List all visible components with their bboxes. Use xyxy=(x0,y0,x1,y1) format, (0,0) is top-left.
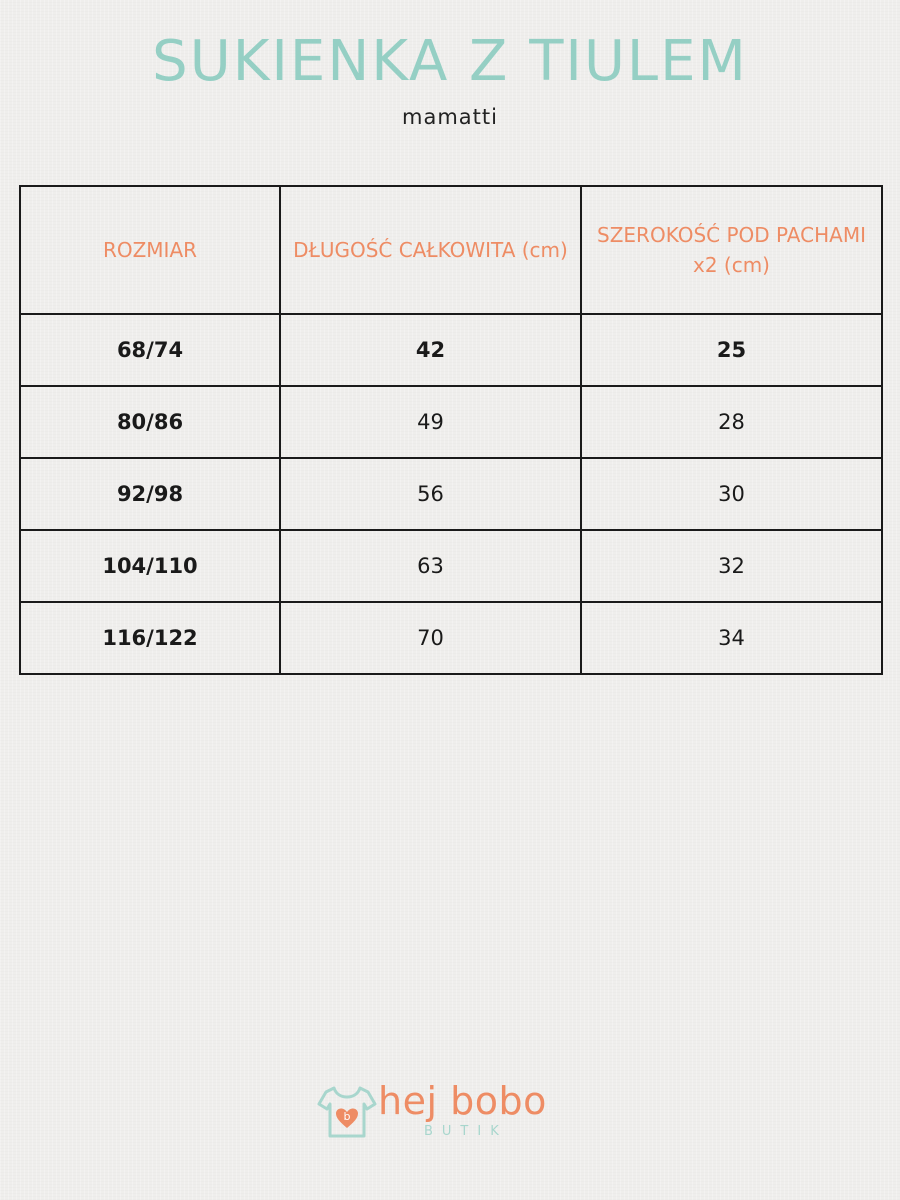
width-cell: 25 xyxy=(581,314,882,386)
width-cell: 32 xyxy=(581,530,882,602)
width-cell: 34 xyxy=(581,602,882,674)
tshirt-heart-icon xyxy=(316,1080,378,1142)
page-title: SUKIENKA Z TIULEM xyxy=(152,29,748,94)
length-cell: 70 xyxy=(280,602,581,674)
column-header-width: SZEROKOŚĆ POD PACHAMI x2 (cm) xyxy=(581,186,882,314)
logo-subtitle: BUTIK xyxy=(424,1124,508,1139)
length-cell: 63 xyxy=(280,530,581,602)
column-header-size: ROZMIAR xyxy=(20,186,280,314)
logo-icon-letter: b xyxy=(343,1110,351,1123)
table-row xyxy=(20,602,882,674)
size-cell: 80/86 xyxy=(20,386,280,458)
length-cell: 42 xyxy=(280,314,581,386)
size-table xyxy=(19,185,883,675)
width-cell: 30 xyxy=(581,458,882,530)
width-cell: 28 xyxy=(581,386,882,458)
table-header-row xyxy=(20,186,882,314)
size-cell: 92/98 xyxy=(20,458,280,530)
size-cell: 68/74 xyxy=(20,314,280,386)
table-row xyxy=(20,458,882,530)
brand-name: mamatti xyxy=(402,105,498,129)
table-row xyxy=(20,386,882,458)
size-cell: 116/122 xyxy=(20,602,280,674)
size-cell: 104/110 xyxy=(20,530,280,602)
store-logo xyxy=(316,1078,576,1148)
length-cell: 56 xyxy=(280,458,581,530)
table-row xyxy=(20,314,882,386)
logo-name: hej bobo xyxy=(378,1079,547,1123)
table-row xyxy=(20,530,882,602)
column-header-length: DŁUGOŚĆ CAŁKOWITA (cm) xyxy=(280,186,581,314)
length-cell: 49 xyxy=(280,386,581,458)
